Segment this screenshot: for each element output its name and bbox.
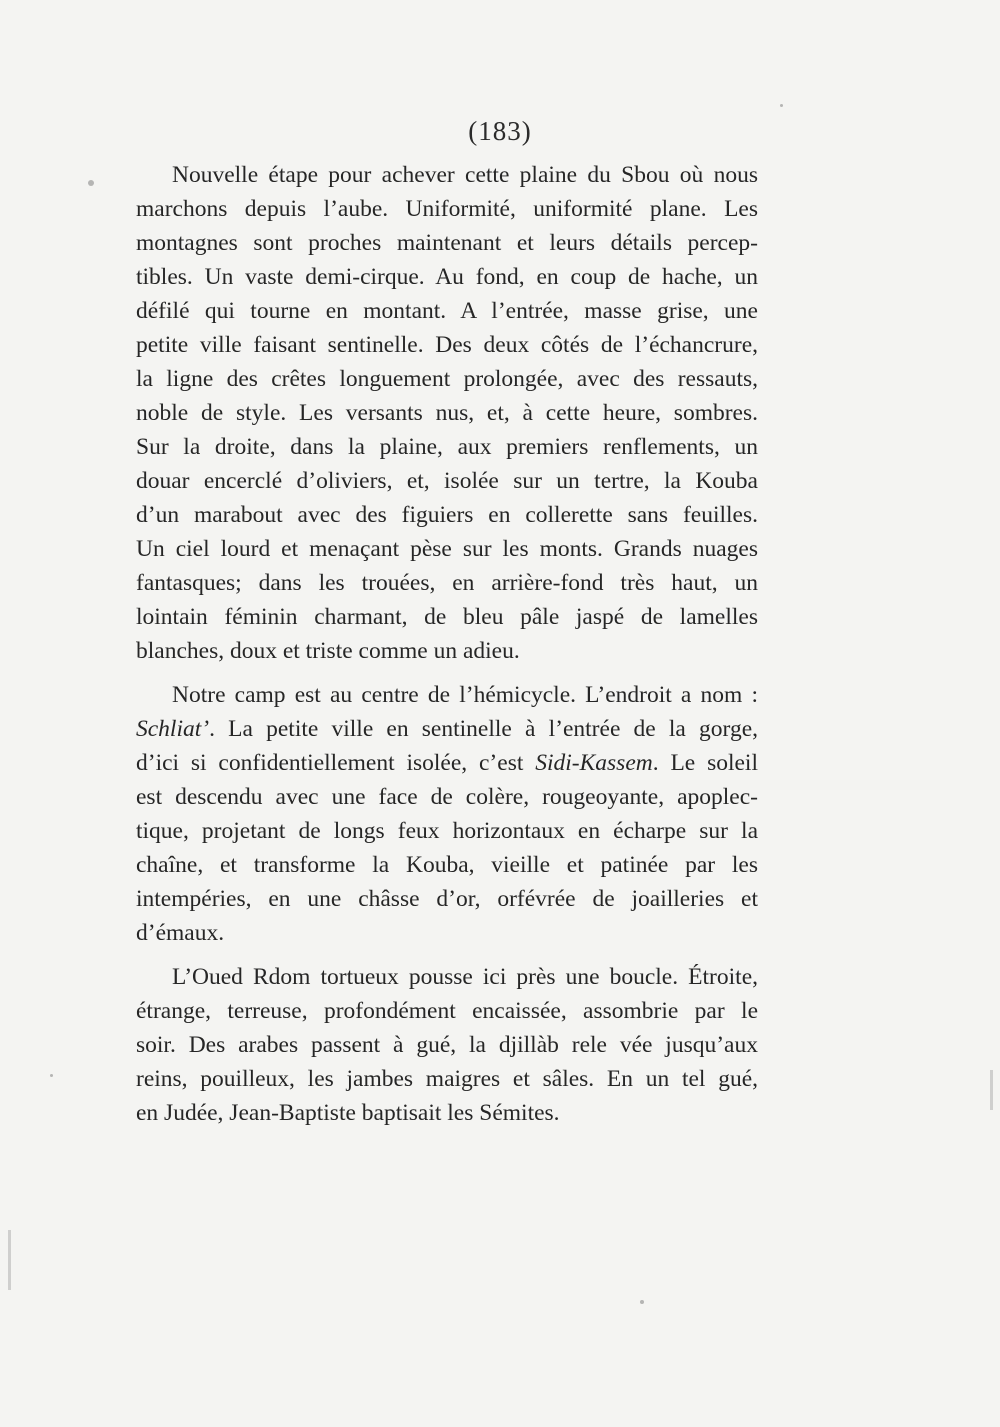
text-line: blanches, doux et triste comme un adieu. <box>136 638 520 664</box>
text-line: d’un marabout avec des figuiers en collerette sans feuilles. <box>136 502 758 528</box>
paragraph-3 <box>136 960 758 1130</box>
scan-edge-mark <box>8 1230 11 1290</box>
text-fragment: . Le soleil <box>652 750 758 776</box>
place-name-sidi-kassem: Sidi-Kassem <box>535 750 653 776</box>
scan-speck <box>88 180 94 186</box>
scan-edge-mark <box>990 1070 993 1110</box>
text-line <box>136 746 758 780</box>
text-line <box>136 712 758 746</box>
text-line: marchons depuis l’aube. Uniformité, uniformité plane. Les <box>136 196 758 222</box>
text-line: tique, projetant de longs feux horizontaux en écharpe sur la <box>136 818 758 844</box>
text-line: douar encerclé d’oliviers, et, isolée sur un tertre, la Kouba <box>136 468 758 494</box>
scan-speck <box>780 104 783 107</box>
text-line: Nouvelle étape pour achever cette plaine du Sbou où nous <box>172 162 758 188</box>
text-line: en Judée, Jean-Baptiste baptisait les Sémites. <box>136 1100 560 1126</box>
text-line: montagnes sont proches maintenant et leurs détails percep- <box>136 230 758 256</box>
paragraph-1 <box>136 158 758 668</box>
text-line: défilé qui tourne en montant. A l’entrée, masse grise, une <box>136 298 758 324</box>
text-line: fantasques; dans les trouées, en arrière-fond très haut, un <box>136 570 758 596</box>
place-name-schliat: Schliat’ <box>136 716 210 742</box>
text-line: étrange, terreuse, profondément encaissée, assombrie par le <box>136 998 758 1024</box>
text-line: intempéries, en une châsse d’or, orfévrée de joailleries et <box>136 886 758 912</box>
text-line: Sur la droite, dans la plaine, aux premiers renflements, un <box>136 434 758 460</box>
text-line: noble de style. Les versants nus, et, à cette heure, sombres. <box>136 400 758 426</box>
text-line: tibles. Un vaste demi-cirque. Au fond, en coup de hache, un <box>136 264 758 290</box>
text-line: petite ville faisant sentinelle. Des deux côtés de l’échancrure, <box>136 332 758 358</box>
paragraph-2 <box>136 678 758 950</box>
text-line: chaîne, et transforme la Kouba, vieille et patinée par les <box>136 852 758 878</box>
text-line: lointain féminin charmant, de bleu pâle jaspé de lamelles <box>136 604 758 630</box>
text-line: est descendu avec une face de colère, rougeoyante, apoplec- <box>136 784 758 810</box>
text-line: L’Oued Rdom tortueux pousse ici près une boucle. Étroite, <box>172 964 758 990</box>
text-fragment: . La petite ville en sentinelle à l’entrée de la gorge, <box>209 716 758 742</box>
text-fragment: d’ici si confidentiellement isolée, c’est <box>136 750 536 776</box>
text-line: reins, pouilleux, les jambes maigres et sâles. En un tel gué, <box>136 1066 758 1092</box>
text-line: Un ciel lourd et menaçant pèse sur les monts. Grands nuages <box>136 536 758 562</box>
body-text <box>136 158 758 1130</box>
text-line: la ligne des crêtes longuement prolongée, avec des ressauts, <box>136 366 758 392</box>
scan-speck <box>640 1300 644 1304</box>
text-line: soir. Des arabes passent à gué, la djillàb rele vée jusqu’aux <box>136 1032 758 1058</box>
text-line: d’émaux. <box>136 920 225 946</box>
scan-speck <box>50 1074 53 1077</box>
text-line: Notre camp est au centre de l’hémicycle. L’endroit a nom : <box>172 682 758 708</box>
page-number: (183) <box>468 116 532 146</box>
